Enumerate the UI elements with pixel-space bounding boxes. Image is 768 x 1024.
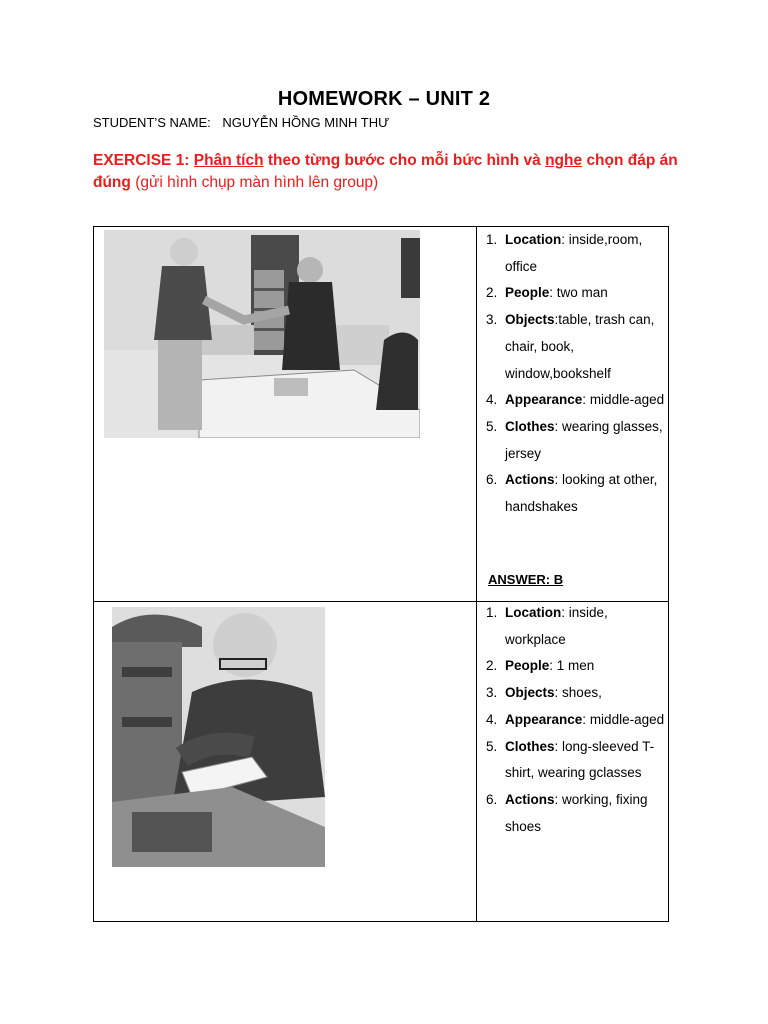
analysis-list-1 (486, 227, 666, 521)
shoe-repair-photo (112, 607, 325, 867)
instruction-note: (gửi hình chụp màn hình lên group) (135, 174, 379, 191)
list-item: 2. People: two man (486, 285, 608, 301)
instruction-text-2: chọn đáp án (586, 152, 678, 169)
page-title: HOMEWORK – UNIT 2 (277, 88, 491, 110)
instruction-text-3: đúng (93, 174, 131, 191)
list-item: 2. People: 1 men (486, 658, 595, 674)
student-label: STUDENT’S NAME: (93, 115, 211, 130)
list-item: 4. Appearance: middle-aged (486, 392, 665, 408)
instruction-text-1: theo từng bước cho mỗi bức hình và (267, 152, 541, 169)
list-item: 3. Objects: shoes, (486, 685, 602, 701)
list-item: 6. Actions: working, fixing shoes (486, 791, 648, 834)
list-item: 1. Location: inside,room, office (486, 232, 643, 274)
keyword-phan-tich: Phân tích (193, 152, 264, 169)
student-line (93, 115, 397, 130)
table-column-divider (476, 227, 477, 921)
exercise-instruction (93, 150, 683, 194)
list-item: 3. Objects:table, trash can, chair, book, window,bookshelf (486, 312, 655, 381)
list-item: 5. Clothes: wearing glasses, jersey (486, 418, 663, 461)
exercise-label: EXERCISE 1: (93, 152, 190, 169)
analysis-list-2 (486, 600, 666, 840)
list-item: 4. Appearance: middle-aged (486, 711, 665, 727)
exercise-table (93, 226, 669, 922)
answer-label: ANSWER: B (488, 572, 564, 587)
office-handshake-photo (104, 230, 420, 438)
keyword-nghe: nghe (545, 152, 583, 169)
list-item: 5. Clothes: long-sleeved T-shirt, wearing gclasses (486, 738, 655, 781)
list-item: 1. Location: inside, workplace (486, 605, 608, 647)
student-name: NGUYỄN HỒNG MINH THƯ (222, 115, 390, 130)
list-item: 6. Actions: looking at other, handshakes (486, 472, 658, 515)
